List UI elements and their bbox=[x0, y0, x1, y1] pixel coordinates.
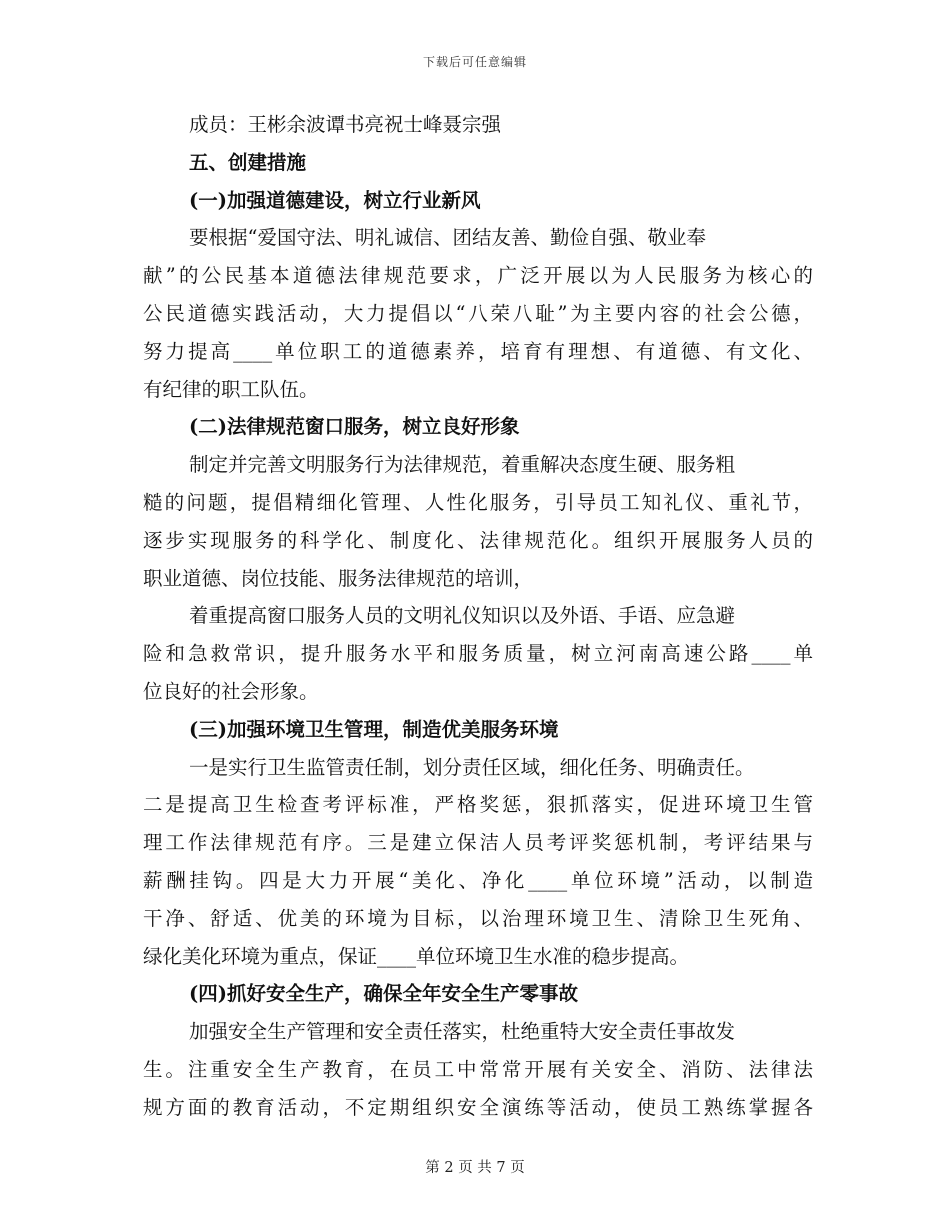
text-line: 制定并完善文明服务行为法律规范，着重解决态度生硬、服务粗 bbox=[189, 453, 736, 477]
text-line: 理工作法律规范有序。三是建立保洁人员考评奖惩机制，考评结果与 bbox=[143, 831, 813, 855]
text-line: 职业道德、岗位技能、服务法律规范的培训， bbox=[143, 566, 534, 590]
text-line: 生。注重安全生产教育，在员工中常常开展有关安全、消防、法律法 bbox=[143, 1057, 813, 1081]
text-line: 逐步实现服务的科学化、制度化、法律规范化。组织开展服务人员的 bbox=[143, 528, 813, 552]
text-line: 二是提高卫生检查考评标准，严格奖惩，狠抓落实，促进环境卫生管 bbox=[143, 793, 813, 817]
text-line: 努力提高____单位职工的道德素养，培育有理想、有道德、有文化、 bbox=[143, 339, 813, 363]
text-line: 薪酬挂钩。四是大力开展“美化、净化____单位环境”活动，以制造 bbox=[143, 868, 813, 892]
text-line: 规方面的教育活动，不定期组织安全演练等活动，使员工熟练掌握各 bbox=[143, 1095, 813, 1119]
section-heading: (三)加强环境卫生管理，制造优美服务环境 bbox=[189, 717, 559, 741]
text-line: 着重提高窗口服务人员的文明礼仪知识以及外语、手语、应急避 bbox=[189, 604, 736, 628]
section-heading: (四)抓好安全生产，确保全年安全生产零事故 bbox=[189, 982, 578, 1006]
document-body bbox=[143, 106, 813, 1127]
text-line: 要根据“爱国守法、明礼诚信、团结友善、勤俭自强、敬业奉 bbox=[189, 226, 706, 250]
text-line: 加强安全生产管理和安全责任落实，杜绝重特大安全责任事故发 bbox=[189, 1020, 736, 1044]
text-line: 位良好的社会形象。 bbox=[143, 679, 319, 703]
text-line: 糙的问题，提倡精细化管理、人性化服务，引导员工知礼仪、重礼节， bbox=[143, 490, 813, 514]
page-footer: 第 2 页 共 7 页 bbox=[425, 1160, 525, 1176]
text-line: 公民道德实践活动，大力提倡以“八荣八耻”为主要内容的社会公德， bbox=[143, 301, 813, 325]
section-heading: 五、创建措施 bbox=[189, 150, 307, 174]
text-line: 成员：王彬余波谭书亮祝士峰聂宗强 bbox=[189, 113, 502, 136]
text-line: 献”的公民基本道德法律规范要求，广泛开展以为人民服务为核心的 bbox=[143, 264, 813, 288]
text-line: 干净、舒适、优美的环境为目标，以治理环境卫生、清除卫生死角、 bbox=[143, 906, 813, 930]
page-header: 下载后可任意编辑 bbox=[422, 55, 527, 69]
section-heading: (一)加强道德建设，树立行业新风 bbox=[189, 188, 481, 212]
section-heading: (二)法律规范窗口服务，树立良好形象 bbox=[189, 415, 520, 439]
text-line: 绿化美化环境为重点，保证____单位环境卫生水准的稳步提高。 bbox=[143, 944, 690, 968]
text-line: 一是实行卫生监管责任制，划分责任区域，细化任务、明确责任。 bbox=[189, 755, 755, 779]
text-line: 有纪律的职工队伍。 bbox=[143, 377, 319, 401]
text-line: 险和急救常识，提升服务水平和服务质量，树立河南高速公路____单 bbox=[143, 642, 813, 666]
